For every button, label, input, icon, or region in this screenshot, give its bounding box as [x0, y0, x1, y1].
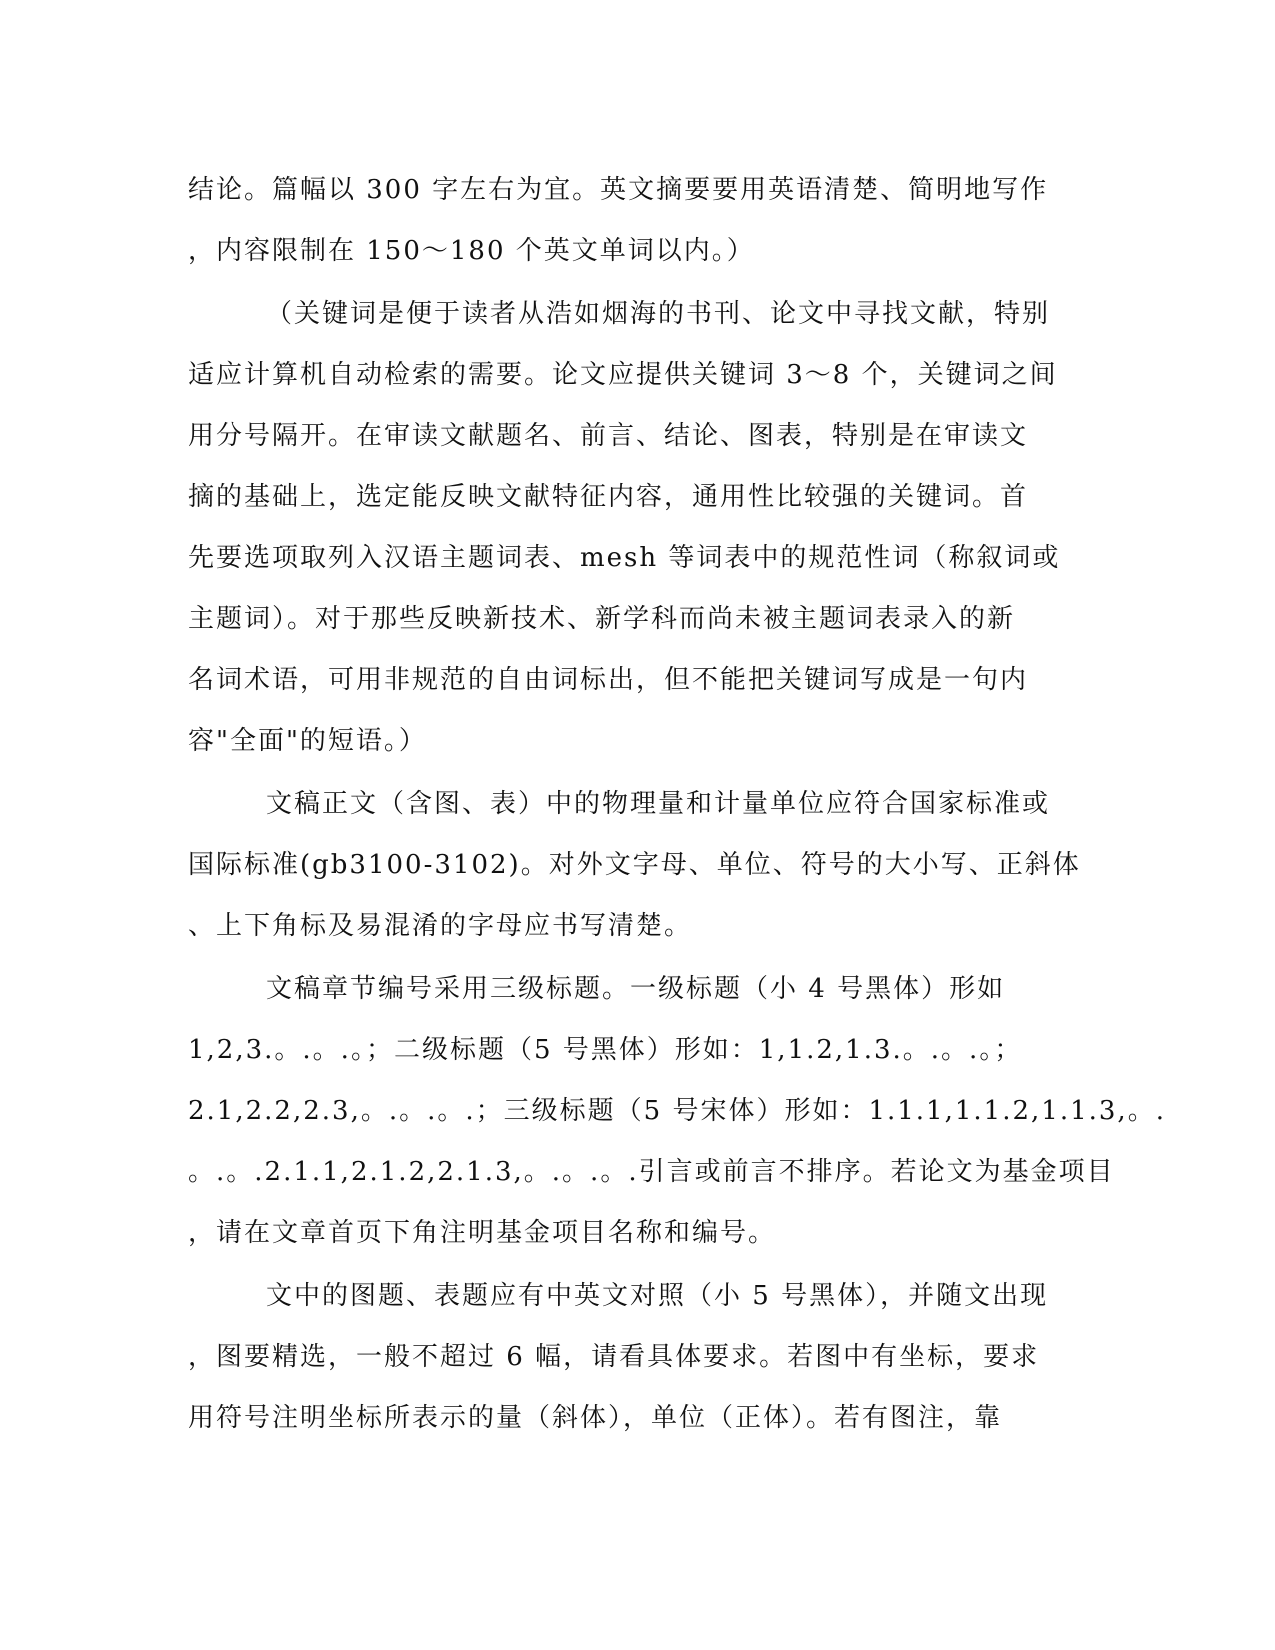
text-line: 先要选项取列入汉语主题词表、mesh 等词表中的规范性词（称叙词或: [188, 543, 1061, 573]
text-line: ，图要精选，一般不超过 6 幅，请看具体要求。若图中有坐标，要求: [188, 1342, 1040, 1372]
text-line: 国际标准(gb3100-3102)。对外文字母、单位、符号的大小写、正斜体: [188, 850, 1081, 880]
text-line: 1,2,3.。.。.。；二级标题（5 号黑体）形如：1,1.2,1.3.。.。.。；: [188, 1035, 1023, 1065]
document-body: [188, 160, 1166, 1449]
paragraph: [188, 1266, 1088, 1449]
text-line: 结论。篇幅以 300 字左右为宜。英文摘要要用英语清楚、简明地写作: [188, 175, 1049, 205]
text-line: 摘的基础上，选定能反映文献特征内容，通用性比较强的关键词。首: [188, 482, 1029, 512]
text-line: 名词术语，可用非规范的自由词标出，但不能把关键词写成是一句内: [188, 665, 1029, 695]
text-line: 用分号隔开。在审读文献题名、前言、结论、图表，特别是在审读文: [188, 421, 1029, 451]
text-line: ，请在文章首页下角注明基金项目名称和编号。: [188, 1218, 777, 1248]
text-line: （关键词是便于读者从浩如烟海的书刊、论文中寻找文献，特别: [266, 299, 1051, 329]
text-line: 容"全面"的短语。）: [188, 726, 427, 756]
paragraph: [188, 160, 1088, 282]
text-line: 用符号注明坐标所表示的量（斜体），单位（正体）。若有图注，靠: [188, 1403, 1003, 1433]
text-line: 文稿章节编号采用三级标题。一级标题（小 4 号黑体）形如: [266, 974, 1006, 1004]
paragraph: [188, 284, 1088, 772]
text-line: 。.。.2.1.1,2.1.2,2.1.3,。.。.。.引言或前言不排序。若论文为基金项目: [188, 1157, 1115, 1187]
text-line: 文稿正文（含图、表）中的物理量和计量单位应符合国家标准或: [266, 789, 1051, 819]
text-line: 、上下角标及易混淆的字母应书写清楚。: [188, 911, 693, 941]
text-line: 主题词）。对于那些反映新技术、新学科而尚未被主题词表录入的新: [188, 604, 1016, 634]
text-line: 文中的图题、表题应有中英文对照（小 5 号黑体），并随文出现: [266, 1281, 1049, 1311]
paragraph: [188, 774, 1088, 957]
paragraph: [188, 959, 1166, 1264]
text-line: 2.1,2.2,2.3,。.。.。.；三级标题（5 号宋体）形如：1.1.1,1.1.2,1.1.3,。.: [188, 1096, 1166, 1126]
text-line: 适应计算机自动检索的需要。论文应提供关键词 3～8 个，关键词之间: [188, 360, 1058, 390]
text-line: ，内容限制在 150～180 个英文单词以内。）: [188, 236, 755, 266]
